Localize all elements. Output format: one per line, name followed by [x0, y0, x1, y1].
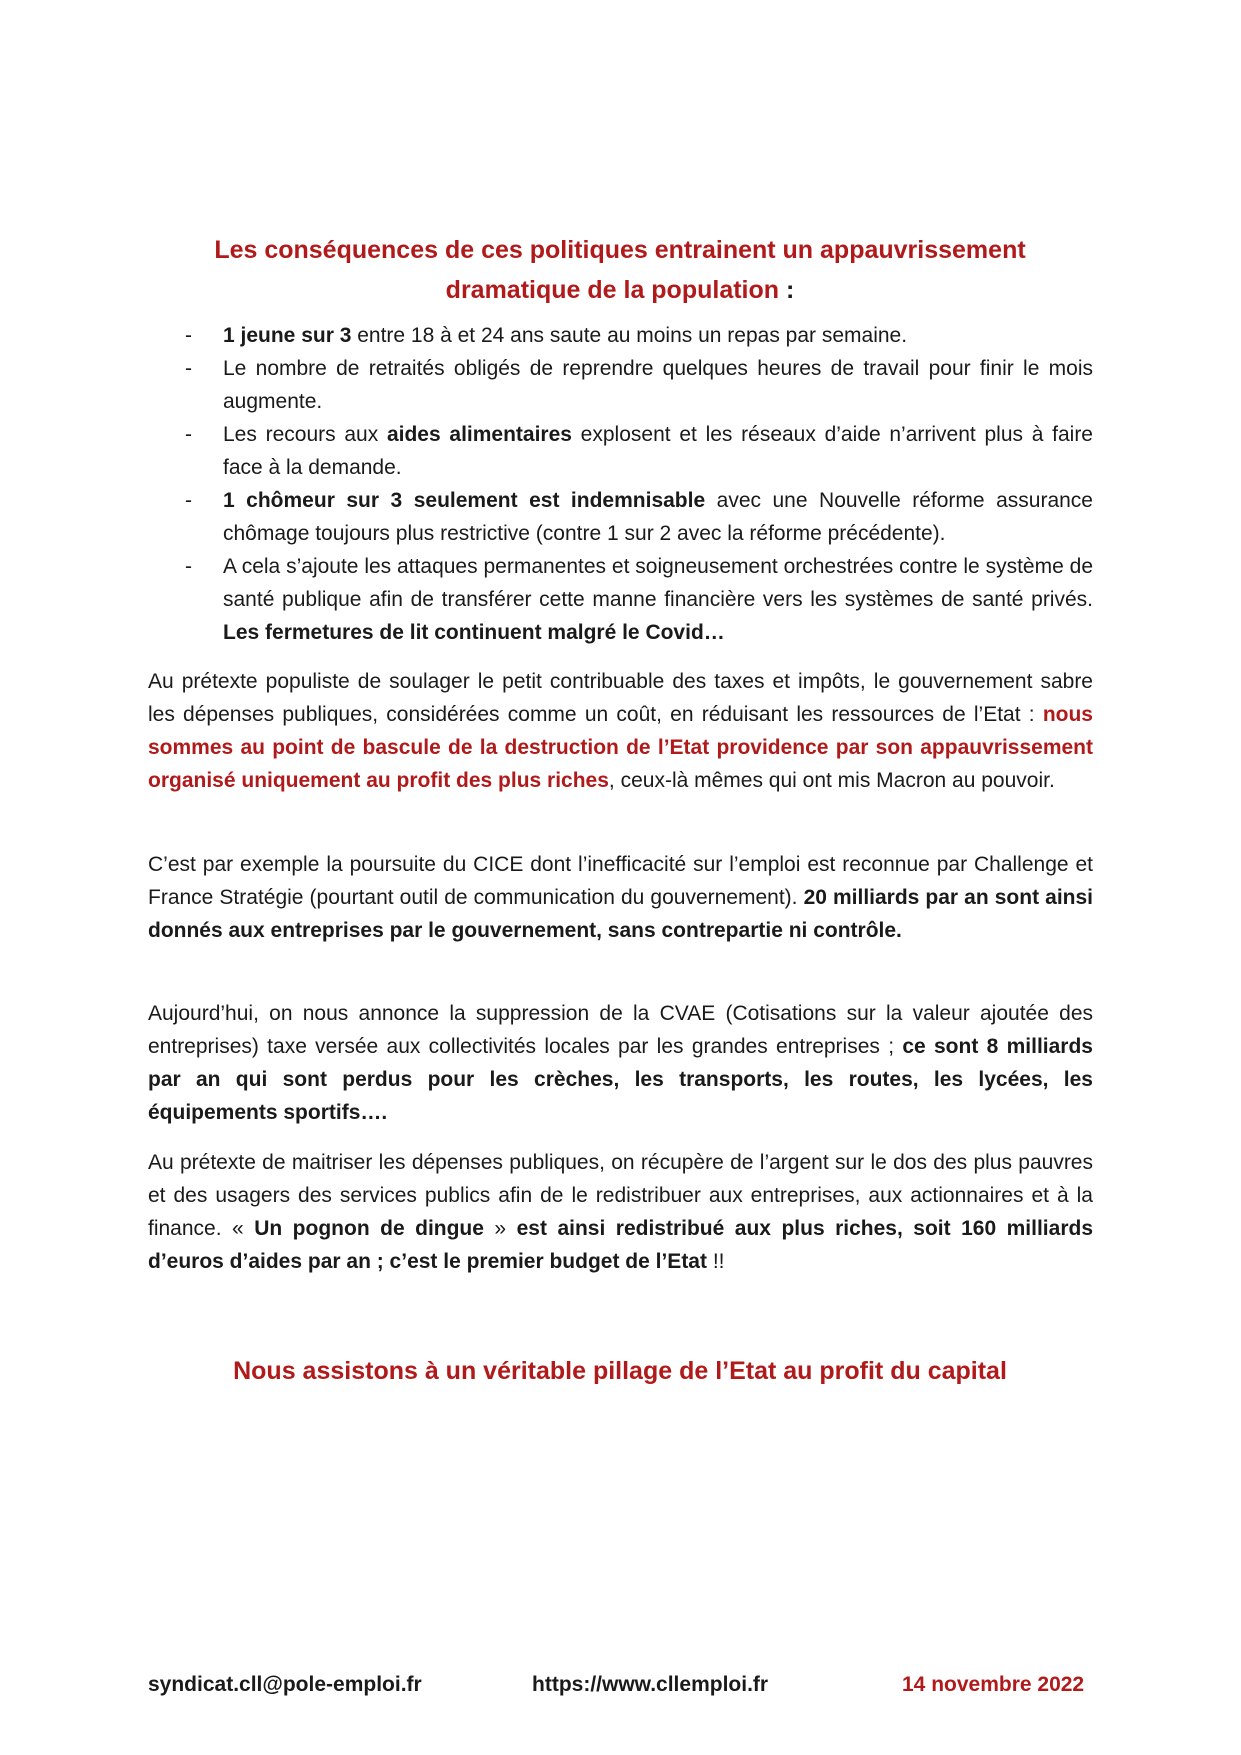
- paragraph-1-highlight: nous sommes au point de bascule de la destruction de l’Etat providence par son appauvrissement organisé uniquement au profit des plus riches: [148, 703, 1093, 792]
- bullet-dash: -: [185, 423, 192, 446]
- consequences-list: [148, 319, 1093, 649]
- paragraph-1: [148, 665, 1093, 797]
- paragraph-1-text: Au prétexte populiste de soulager le petit contribuable des taxes et impôts, le gouvernement sabre les dépenses publiques, considérées comme un coût, en réduisant les ressources de l’Etat :: [148, 670, 1093, 726]
- bullet-dash: -: [185, 489, 192, 512]
- paragraph-3-text: Aujourd’hui, on nous annonce la suppression de la CVAE (Cotisations sur la valeur ajoutée des entreprises) taxe versée aux collectivités locales par les grandes entreprises ;: [148, 1002, 1093, 1058]
- footer-email-link[interactable]: syndicat.cll@pole-emploi.fr: [148, 1673, 422, 1696]
- list-item-bold: 1 jeune sur 3: [223, 324, 352, 347]
- paragraph-2-bold: 20 milliards par an sont ainsi donnés aux entreprises par le gouvernement, sans contrepartie ni contrôle.: [148, 886, 1093, 942]
- conclusion-heading: Nous assistons à un véritable pillage de l’Etat au profit du capital: [233, 1357, 1007, 1385]
- list-item-text: A cela s’ajoute les attaques permanentes et soigneusement orchestrées contre le système de santé publique afin de transférer cette manne financière vers les systèmes de santé privés.: [223, 555, 1093, 611]
- paragraph-4: [148, 1146, 1093, 1278]
- paragraph-4-text: Au prétexte de maitriser les dépenses publiques, on récupère de l’argent sur le dos des plus pauvres et des usagers des services publics afin de le redistribuer aux entreprises, aux actionnaires et à la finance. «: [148, 1151, 1093, 1240]
- paragraph-2-text: C’est par exemple la poursuite du CICE dont l’inefficacité sur l’emploi est reconnue par Challenge et France Stratégie (pourtant outil de communication du gouvernement).: [148, 853, 1093, 909]
- list-item-bold-end: Les fermetures de lit continuent malgré le Covid…: [223, 621, 725, 644]
- list-item-bold: aides alimentaires: [386, 423, 572, 446]
- paragraph-4-mid: »: [483, 1217, 517, 1240]
- list-item: [148, 550, 1093, 649]
- paragraph-4-bold-1: Un pognon de dingue: [254, 1217, 484, 1240]
- bullet-dash: -: [185, 357, 192, 380]
- list-item: [148, 319, 1093, 352]
- list-item: [148, 418, 1093, 484]
- paragraph-4-bold-2: est ainsi redistribué aux plus riches, soit 160 milliards d’euros d’aides par an ; c’est le premier budget de l’Etat: [148, 1217, 1094, 1273]
- list-item-text: explosent et les réseaux d’aide n’arrivent plus à faire face à la demande.: [223, 423, 1093, 479]
- title-line-2: [150, 270, 1090, 310]
- list-item-bold: 1 chômeur sur 3 seulement est indemnisable: [223, 489, 706, 512]
- list-item-text: Le nombre de retraités obligés de reprendre quelques heures de travail pour finir le mois augmente.: [223, 357, 1093, 413]
- list-item-pre: Les recours aux: [223, 423, 387, 446]
- list-item-text: avec une Nouvelle réforme assurance chômage toujours plus restrictive (contre 1 sur 2 avec la réforme précédente).: [223, 489, 1093, 545]
- title-line-1: Les conséquences de ces politiques entrainent un appauvrissement: [214, 236, 1026, 264]
- title-colon: :: [779, 276, 795, 304]
- title-line-2-text: dramatique de la population: [445, 276, 780, 304]
- page-title: [150, 230, 1090, 310]
- footer-date: 14 novembre 2022: [902, 1673, 1085, 1696]
- paragraph-1-end: , ceux-là mêmes qui ont mis Macron au pouvoir.: [608, 769, 1055, 792]
- bullet-dash: -: [185, 324, 192, 347]
- bullet-dash: -: [185, 555, 192, 578]
- paragraph-2: [148, 848, 1093, 947]
- paragraph-3: [148, 997, 1093, 1129]
- footer-website: https://www.cllemploi.fr: [532, 1673, 769, 1696]
- list-item: [148, 352, 1093, 418]
- paragraph-4-end: !!: [706, 1250, 725, 1273]
- paragraph-3-bold: ce sont 8 milliards par an qui sont perdus pour les crèches, les transports, les routes, les lycées, les équipements sportifs….: [148, 1035, 1093, 1124]
- list-item-text: entre 18 à et 24 ans saute au moins un repas par semaine.: [351, 324, 908, 347]
- list-item: [148, 484, 1093, 550]
